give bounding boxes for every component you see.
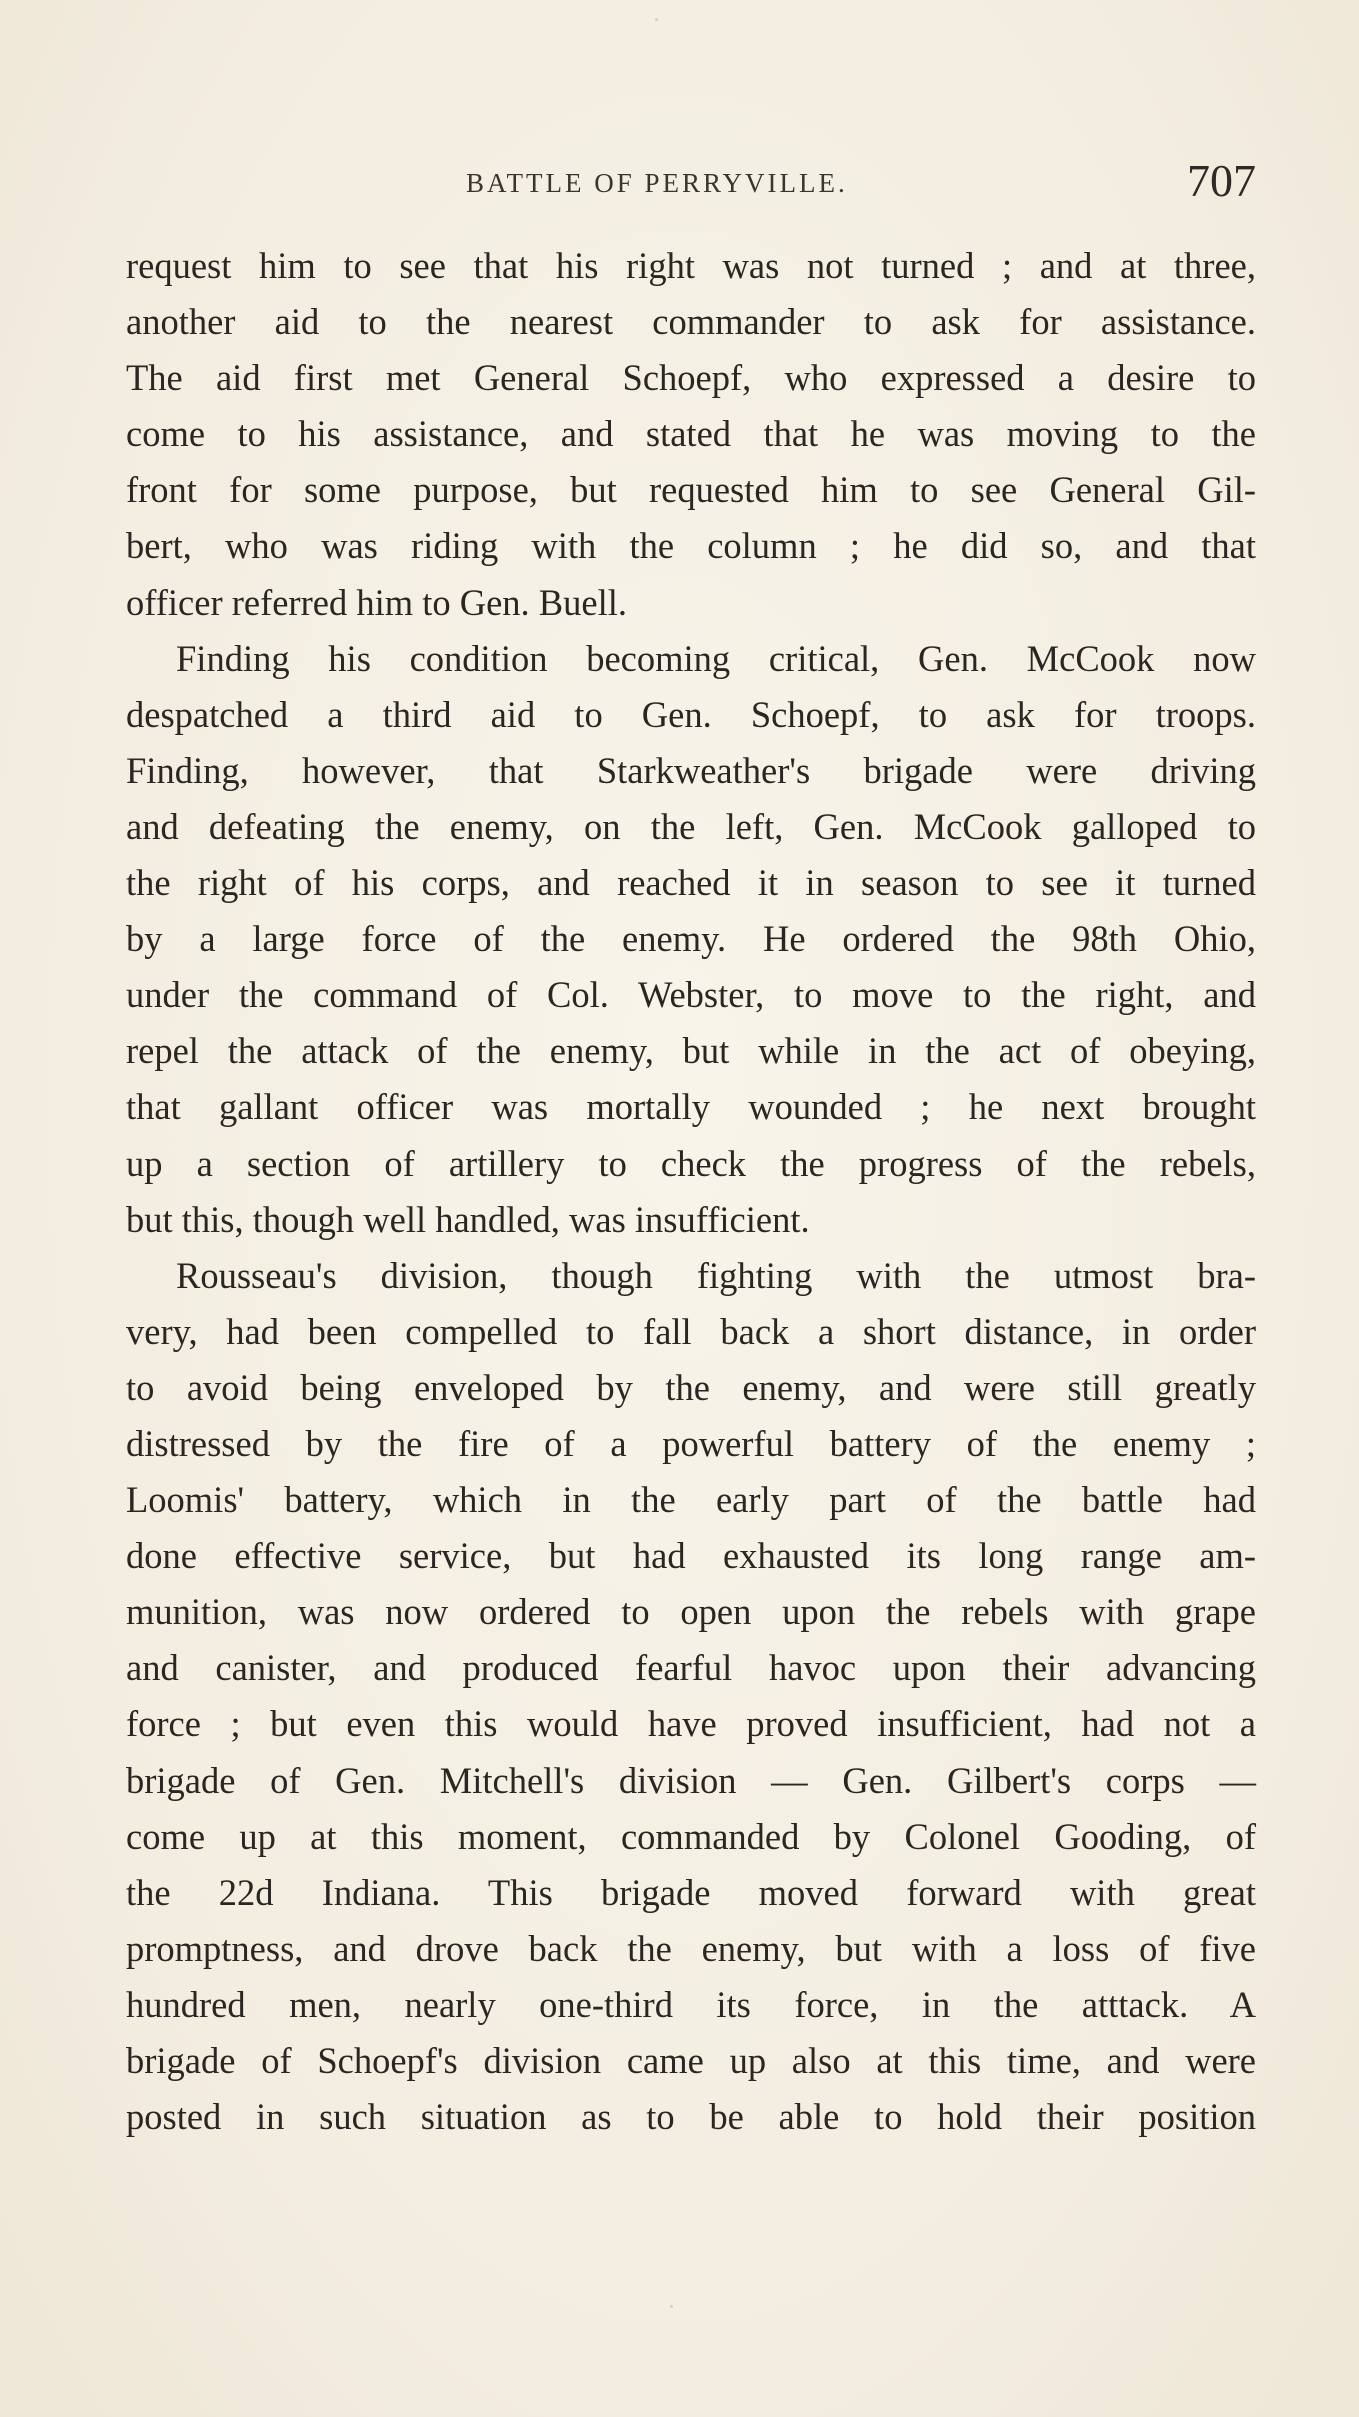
text-line: and canister, and produced fearful havoc upon their advancing: [126, 1647, 1256, 1689]
page-header: [126, 150, 1256, 210]
text-line: bert, who was riding with the column ; he did so, and that: [126, 525, 1256, 567]
text-line: done effective service, but had exhausted its long range am-: [126, 1535, 1256, 1577]
paragraph-start: Finding his condition becoming critical, Gen. McCook now: [176, 637, 1256, 679]
text-line: request him to see that his right was not turned ; and at three,: [126, 245, 1256, 286]
paper-speck: [655, 18, 658, 21]
text-line: come to his assistance, and stated that he was moving to the: [126, 413, 1256, 455]
text-line: brigade of Gen. Mitchell's division — Gen. Gilbert's corps —: [126, 1759, 1256, 1801]
paper-speck: [670, 2305, 673, 2308]
text-line: posted in such situation as to be able to hold their position: [126, 2096, 1256, 2138]
text-line: hundred men, nearly one-third its force, in the atttack. A: [126, 1983, 1256, 2025]
body-text: [126, 238, 1256, 2145]
text-line: very, had been compelled to fall back a short distance, in order: [126, 1310, 1256, 1352]
text-line: but this, though well handled, was insufficient.: [126, 1198, 810, 1240]
text-line: force ; but even this would have proved insufficient, had not a: [126, 1703, 1256, 1745]
text-line: The aid first met General Schoepf, who expressed a desire to: [126, 357, 1256, 399]
page-number: 707: [1187, 155, 1256, 206]
text-line: promptness, and drove back the enemy, but with a loss of five: [126, 1927, 1256, 1969]
text-line: up a section of artillery to check the progress of the rebels,: [126, 1142, 1256, 1184]
text-line: brigade of Schoepf's division came up also at this time, and were: [126, 2040, 1256, 2081]
text-line: despatched a third aid to Gen. Schoepf, to ask for troops.: [126, 693, 1256, 735]
text-line: come up at this moment, commanded by Colonel Gooding, of: [126, 1815, 1256, 1857]
running-title: BATTLE OF PERRYVILLE.: [466, 168, 848, 198]
text-line: by a large force of the enemy. He ordered the 98th Ohio,: [126, 918, 1256, 960]
text-line: and defeating the enemy, on the left, Gen. McCook galloped to: [126, 805, 1256, 847]
text-line: munition, was now ordered to open upon the rebels with grape: [126, 1591, 1256, 1633]
text-line: front for some purpose, but requested him to see General Gil-: [126, 469, 1256, 511]
text-line: Finding, however, that Starkweather's brigade were driving: [126, 749, 1256, 791]
text-line: repel the attack of the enemy, but while in the act of obeying,: [126, 1030, 1256, 1072]
text-line: Loomis' battery, which in the early part of the battle had: [126, 1479, 1256, 1521]
text-line: under the command of Col. Webster, to move to the right, and: [126, 974, 1256, 1016]
text-line: to avoid being enveloped by the enemy, and were still greatly: [126, 1366, 1256, 1408]
text-line: the 22d Indiana. This brigade moved forward with great: [126, 1871, 1256, 1913]
paragraph-start: Rousseau's division, though fighting with the utmost bra-: [176, 1254, 1256, 1296]
text-line: that gallant officer was mortally wounded ; he next brought: [126, 1086, 1256, 1128]
text-line: distressed by the fire of a powerful battery of the enemy ;: [126, 1422, 1256, 1464]
text-line: another aid to the nearest commander to ask for assistance.: [126, 301, 1256, 343]
text-line: the right of his corps, and reached it in season to see it turned: [126, 862, 1256, 904]
text-line: officer referred him to Gen. Buell.: [126, 581, 628, 623]
